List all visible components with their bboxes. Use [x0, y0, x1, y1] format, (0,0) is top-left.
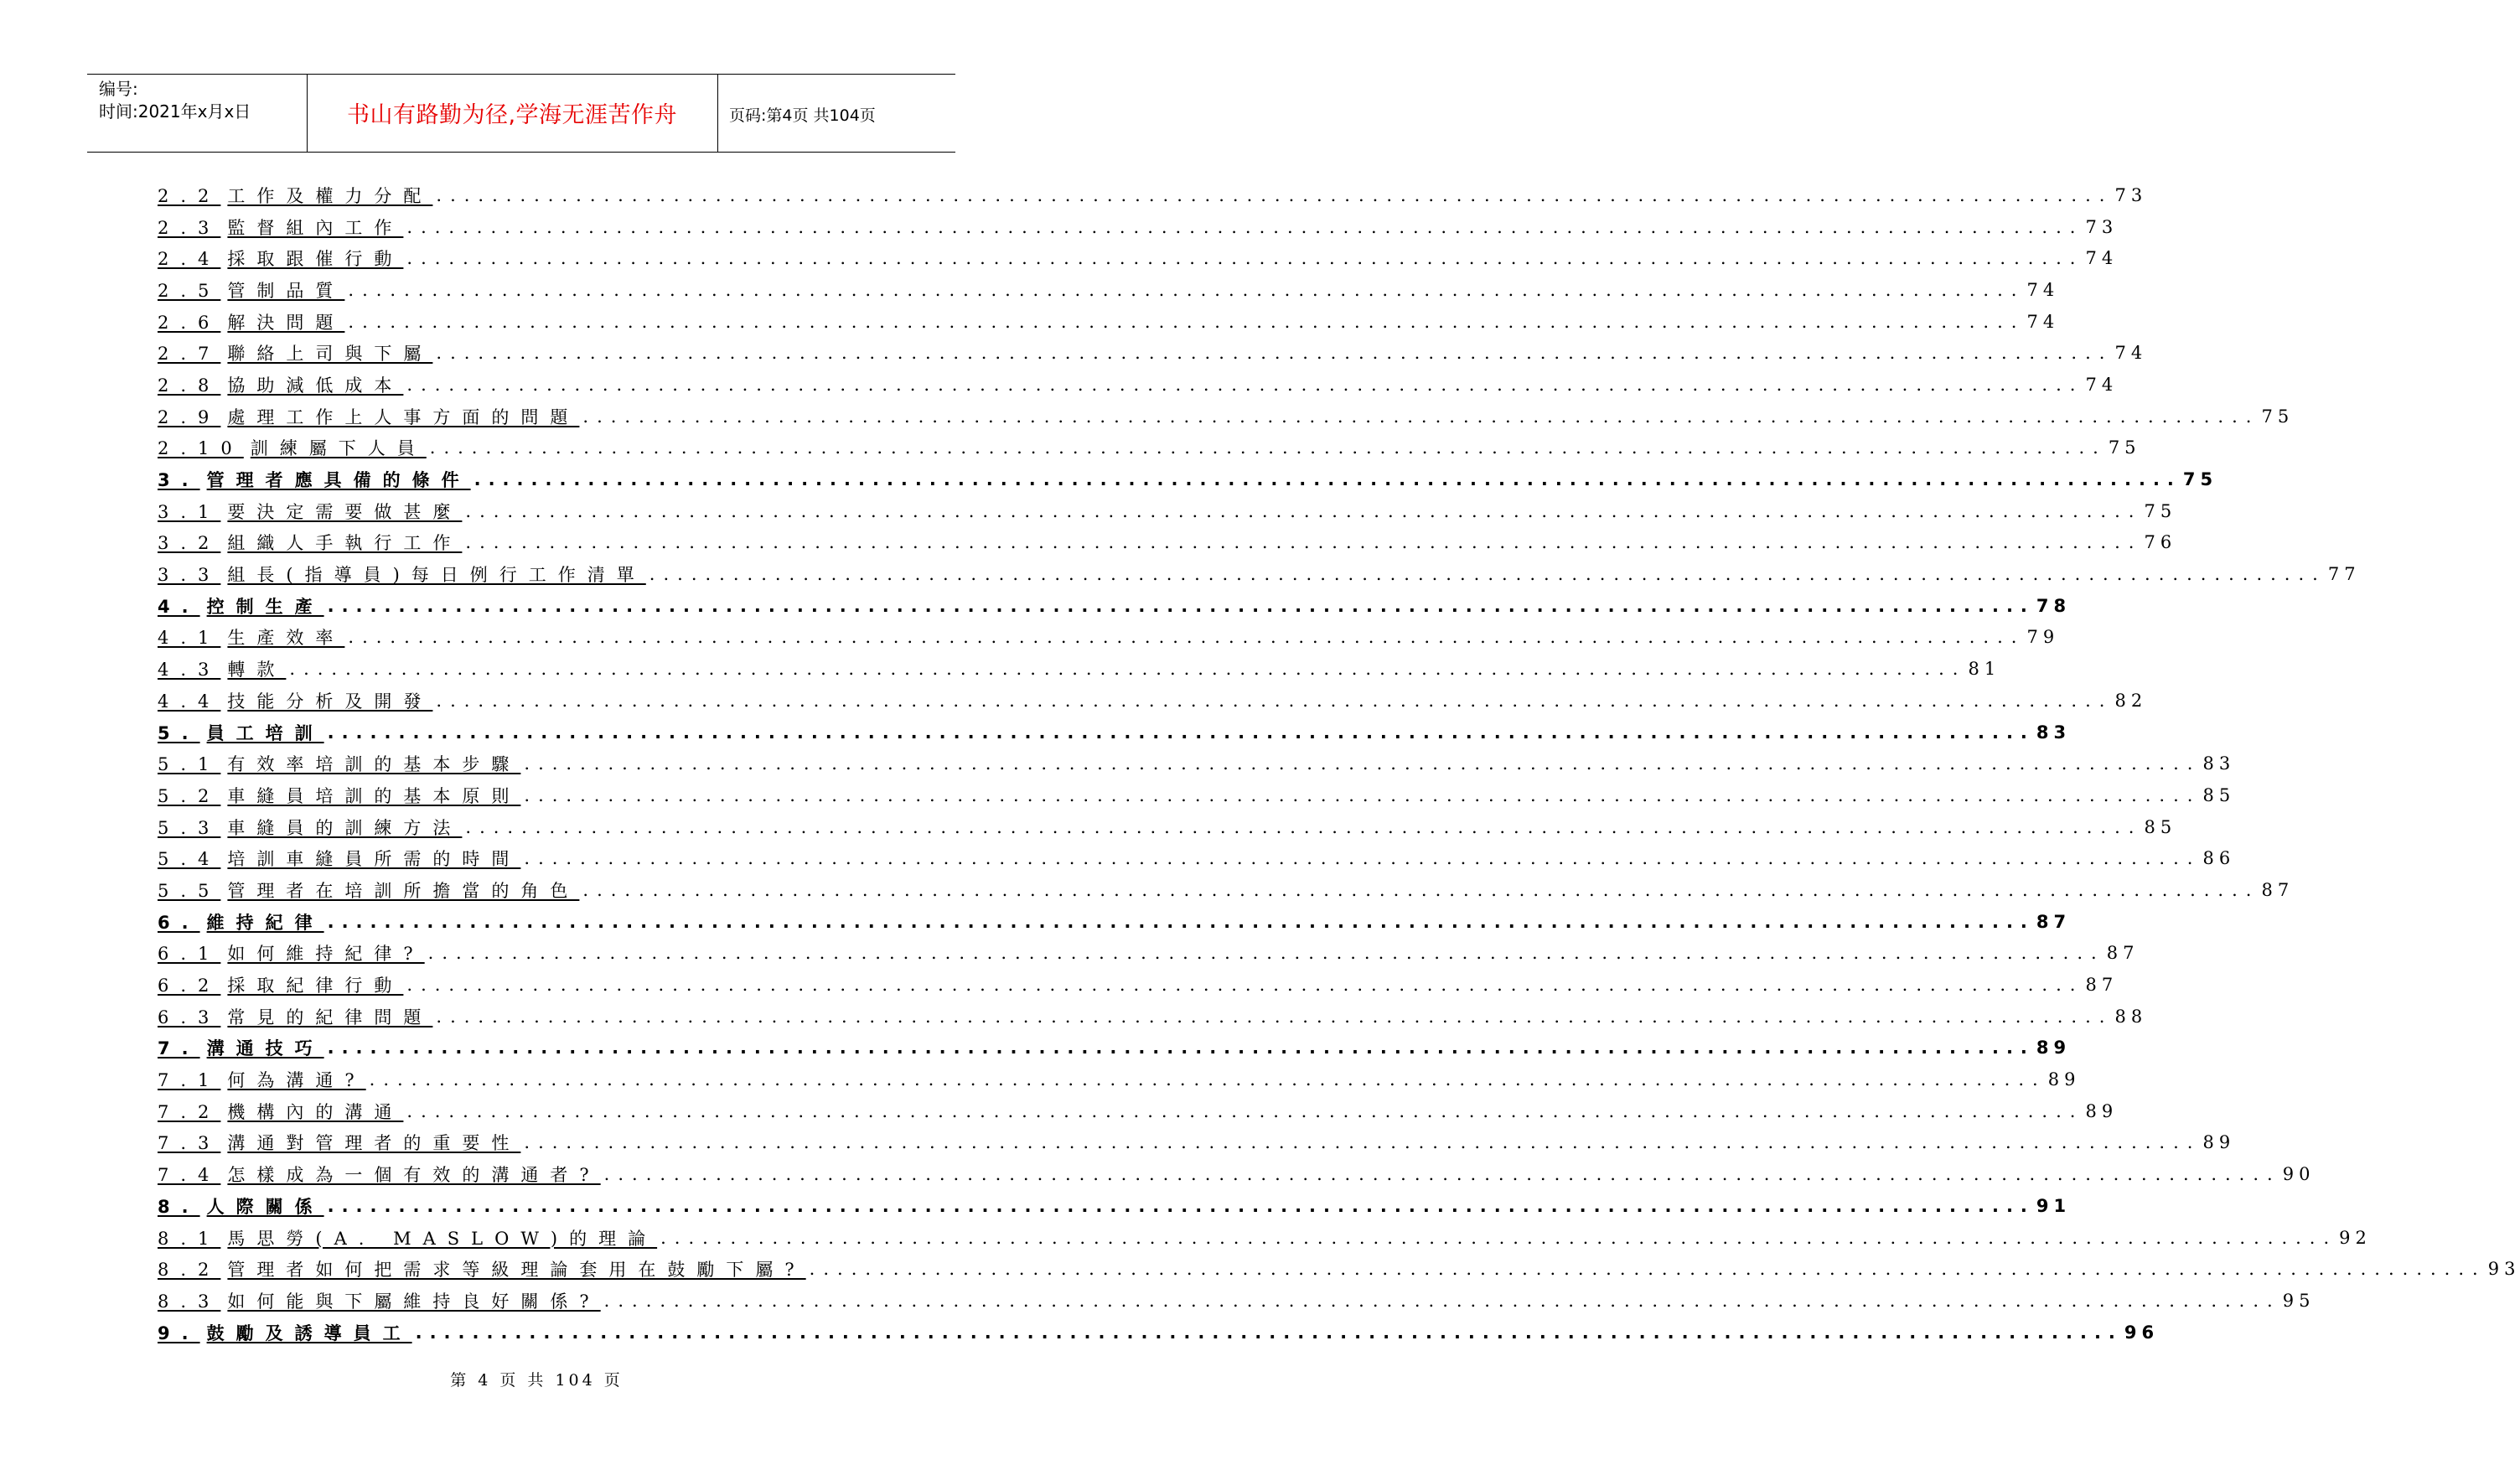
toc-entry-number: 8.2: [158, 1260, 221, 1281]
toc-dot-leader: ........................................................................................................................: [582, 879, 2260, 900]
toc-entry-page: 74: [2085, 374, 2119, 395]
toc-entry-number: 4.4: [158, 691, 221, 712]
toc-entry-number: 2.9: [158, 406, 221, 427]
toc-entry-title: 要決定需要做甚麼: [227, 501, 463, 522]
toc-entry-number: 9.: [158, 1322, 200, 1343]
toc-entry-page: 78: [2036, 595, 2072, 616]
toc-entry-number: 3.1: [158, 501, 221, 522]
toc-entry-title: 組織人手執行工作: [227, 533, 463, 554]
toc-dot-leader: ........................................................................................................................: [289, 659, 1967, 680]
toc-entry[interactable]: [158, 1127, 2236, 1159]
toc-entry-link[interactable]: [158, 1320, 412, 1345]
toc-entry-page: 89: [2047, 1069, 2081, 1090]
toc-section-entry[interactable]: [158, 590, 2072, 622]
toc-entry-title: 組長(指導員)每日例行工作清單: [227, 565, 646, 586]
toc-entry-number: 5.3: [158, 817, 221, 838]
toc-dot-leader: ........................................................................................................................: [406, 975, 2084, 996]
toc-dot-leader: ........................................................................................................................: [809, 1259, 2486, 1280]
toc-entry-page: 87: [2036, 911, 2072, 932]
toc-entry-number: 2.5: [158, 280, 221, 301]
toc-entry-link[interactable]: [158, 940, 425, 965]
toc-dot-leader: ........................................................................................................................: [436, 1006, 2114, 1027]
toc-dot-leader: ........................................................................................................................: [327, 1038, 2035, 1059]
toc-dot-leader: ........................................................................................................................: [524, 753, 2202, 774]
toc-entry-link[interactable]: [158, 1130, 520, 1155]
toc-entry-link[interactable]: [158, 720, 324, 745]
toc-section-entry[interactable]: [158, 906, 2072, 938]
toc-entry-number: 6.3: [158, 1007, 221, 1027]
toc-entry-page: 85: [2202, 784, 2236, 805]
code-label: 编号:: [99, 79, 138, 99]
toc-entry-link[interactable]: [158, 1035, 324, 1060]
toc-entry-number: 2.2: [158, 185, 221, 206]
toc-entry[interactable]: [158, 211, 2119, 243]
toc-entry-link[interactable]: [158, 372, 403, 397]
toc-entry-page: 87: [2085, 975, 2119, 996]
toc-entry-number: 2.6: [158, 312, 221, 333]
toc-entry-page: 74: [2085, 248, 2119, 269]
toc-entry[interactable]: [158, 842, 2236, 874]
toc-entry-link[interactable]: [158, 751, 520, 776]
toc-entry[interactable]: [158, 938, 2140, 970]
toc-entry-link[interactable]: [158, 1067, 366, 1092]
toc-entry-page: 89: [2036, 1038, 2072, 1059]
toc-entry-title: 聯絡上司與下屬: [227, 344, 433, 365]
toc-entry-page: 77: [2327, 564, 2361, 585]
toc-entry-title: 何為溝通?: [227, 1070, 366, 1091]
toc-entry-page: 73: [2085, 216, 2119, 237]
toc-entry-number: 3.: [158, 470, 200, 491]
toc-section-entry[interactable]: [158, 1190, 2072, 1222]
toc-entry-number: 4.3: [158, 660, 221, 681]
toc-entry-number: 5.: [158, 722, 200, 743]
toc-entry-number: 2.4: [158, 249, 221, 270]
time-label: 时间:2021年x月x日: [99, 101, 251, 122]
toc-entry-page: 82: [2114, 690, 2148, 711]
toc-entry-number: 2.7: [158, 344, 221, 365]
toc-entry-number: 6.: [158, 912, 200, 933]
toc-entry-title: 監督組內工作: [227, 217, 404, 238]
toc-entry-link[interactable]: [158, 499, 462, 524]
toc-entry-link[interactable]: [158, 435, 427, 460]
toc-entry-number: 6.2: [158, 976, 221, 996]
toc-dot-leader: ........................................................................................................................: [429, 437, 2107, 458]
toc-entry-page: 85: [2144, 816, 2177, 837]
toc-entry-title: 管理者如何把需求等級理論套用在鼓勵下屬?: [227, 1260, 806, 1281]
toc-entry-link[interactable]: [158, 1099, 403, 1124]
toc-entry-number: 3.3: [158, 565, 221, 586]
toc-entry-title: 處理工作上人事方面的問題: [227, 406, 580, 427]
toc-entry-number: 7.3: [158, 1133, 221, 1154]
toc-dot-leader: ........................................................................................................................: [348, 279, 2026, 300]
toc-entry-number: 5.5: [158, 880, 221, 901]
toc-entry[interactable]: [158, 1222, 2372, 1254]
toc-entry-link[interactable]: [158, 972, 403, 997]
toc-entry-page: 73: [2114, 184, 2148, 205]
toc-dot-leader: ........................................................................................................................: [582, 406, 2260, 427]
header-page-label: 页码:第4页 共104页: [729, 106, 876, 125]
toc-entry-title: 採取紀律行動: [227, 976, 404, 996]
toc-dot-leader: ........................................................................................................................: [524, 784, 2202, 805]
toc-entry-page: 75: [2261, 406, 2295, 427]
toc-entry[interactable]: [158, 274, 2060, 306]
toc-entry-link[interactable]: [158, 1288, 601, 1313]
toc-dot-leader: ........................................................................................................................: [327, 722, 2035, 743]
toc-entry-number: 5.4: [158, 849, 221, 870]
toc-entry-number: 6.1: [158, 944, 221, 965]
toc-entry[interactable]: [158, 685, 2148, 717]
toc-entry-link[interactable]: [158, 688, 432, 713]
toc-entry-page: 87: [2261, 879, 2295, 900]
toc-entry[interactable]: [158, 1064, 2081, 1095]
toc-entry-link[interactable]: [158, 909, 324, 934]
toc-entry-title: 鼓勵及誘導員工: [206, 1322, 412, 1343]
toc-entry-page: 74: [2114, 343, 2148, 364]
toc-dot-leader: ........................................................................................................................: [348, 311, 2026, 332]
toc-entry-title: 員工培訓: [206, 722, 324, 743]
header-meta: [99, 78, 251, 123]
toc-entry-title: 有效率培訓的基本步驟: [227, 754, 521, 775]
toc-entry[interactable]: [158, 622, 2060, 654]
toc-entry-number: 5.2: [158, 785, 221, 806]
toc-entry-title: 控制生產: [206, 596, 324, 617]
toc-entry-link[interactable]: [158, 1004, 432, 1029]
toc-entry[interactable]: [158, 1095, 2119, 1127]
toc-entry[interactable]: [158, 495, 2177, 527]
toc-entry-number: 7.1: [158, 1070, 221, 1091]
toc-entry-page: 92: [2339, 1227, 2372, 1248]
toc-entry-link[interactable]: [158, 1256, 806, 1281]
toc-entry-number: 8.1: [158, 1228, 221, 1249]
toc-entry-link[interactable]: [158, 1225, 657, 1250]
toc-entry-title: 如何能與下屬維持良好關係?: [227, 1291, 601, 1312]
toc-dot-leader: ........................................................................................................................: [406, 374, 2084, 395]
toc-entry-number: 2.3: [158, 217, 221, 238]
toc-entry-number: 7.: [158, 1038, 200, 1059]
toc-entry-title: 工作及權力分配: [227, 185, 433, 206]
toc-entry[interactable]: [158, 242, 2119, 274]
toc-entry-number: 4.1: [158, 628, 221, 649]
toc-entry-link[interactable]: [158, 309, 344, 334]
toc-entry-title: 轉款: [227, 660, 287, 681]
toc-entry-link[interactable]: [158, 530, 462, 555]
toc-entry-title: 溝通技巧: [206, 1038, 324, 1059]
toc-entry-page: 75: [2144, 500, 2177, 521]
toc-entry-title: 協助減低成本: [227, 375, 404, 396]
toc-entry[interactable]: [158, 527, 2177, 559]
header-divider: [307, 75, 308, 152]
toc-dot-leader: ........................................................................................................................: [603, 1290, 2281, 1311]
toc-entry-page: 89: [2202, 1132, 2236, 1153]
toc-entry-page: 86: [2202, 848, 2236, 869]
toc-entry-link[interactable]: [158, 246, 403, 271]
toc-entry[interactable]: [158, 1158, 2316, 1190]
toc-entry-title: 維持紀律: [206, 912, 324, 933]
toc-entry[interactable]: [158, 1285, 2316, 1317]
toc-entry[interactable]: [158, 337, 2148, 369]
toc-entry-link[interactable]: [158, 815, 462, 840]
toc-section-entry[interactable]: [158, 463, 2218, 495]
toc-entry-page: 76: [2144, 532, 2177, 553]
toc-entry-number: 2.10: [158, 438, 244, 459]
toc-entry-link[interactable]: [158, 783, 520, 808]
toc-entry[interactable]: [158, 748, 2236, 779]
toc-dot-leader: ........................................................................................................................: [436, 343, 2114, 364]
toc-entry-link[interactable]: [158, 1162, 601, 1187]
toc-entry-title: 溝通對管理者的重要性: [227, 1133, 521, 1154]
toc-entry-page: 90: [2282, 1164, 2316, 1185]
toc-entry[interactable]: [158, 179, 2148, 211]
table-of-contents: [158, 179, 2520, 1348]
toc-entry[interactable]: [158, 1253, 2520, 1285]
toc-entry-title: 如何維持紀律?: [227, 944, 425, 965]
toc-entry-link[interactable]: [158, 846, 520, 871]
toc-entry-page: 75: [2182, 469, 2218, 490]
toc-entry-link[interactable]: [158, 1193, 324, 1219]
toc-entry-number: 7.2: [158, 1101, 221, 1122]
toc-entry[interactable]: [158, 779, 2236, 811]
toc-entry-number: 7.4: [158, 1165, 221, 1186]
toc-dot-leader: ........................................................................................................................: [406, 1100, 2084, 1121]
toc-dot-leader: ........................................................................................................................: [427, 943, 2105, 964]
toc-entry-link[interactable]: [158, 467, 471, 492]
toc-section-entry[interactable]: [158, 1317, 2160, 1348]
toc-entry-page: 74: [2026, 311, 2060, 332]
toc-entry-page: 88: [2114, 1006, 2148, 1027]
toc-entry-link[interactable]: [158, 877, 579, 903]
toc-entry[interactable]: [158, 811, 2177, 843]
toc-entry-number: 3.2: [158, 533, 221, 554]
toc-entry-link[interactable]: [158, 562, 646, 587]
toc-entry-title: 培訓車縫員所需的時間: [227, 849, 521, 870]
toc-dot-leader: ........................................................................................................................: [465, 500, 2143, 521]
toc-entry-link[interactable]: [158, 215, 403, 240]
toc-dot-leader: ........................................................................................................................: [406, 216, 2084, 237]
toc-dot-leader: ........................................................................................................................: [465, 816, 2143, 837]
toc-entry-title: 車縫員培訓的基本原則: [227, 785, 521, 806]
toc-entry-link[interactable]: [158, 404, 579, 429]
page-footer: 第 4 页 共 104 页: [450, 1371, 624, 1390]
toc-entry-title: 管理者應具備的條件: [206, 470, 471, 491]
toc-entry-page: 96: [2124, 1322, 2160, 1343]
toc-dot-leader: ........................................................................................................................: [649, 564, 2326, 585]
toc-entry-number: 5.1: [158, 754, 221, 775]
toc-entry-title: 人際關係: [206, 1196, 324, 1217]
toc-entry-number: 2.8: [158, 375, 221, 396]
toc-entry-link[interactable]: [158, 277, 344, 303]
toc-entry-page: 79: [2026, 627, 2060, 648]
toc-dot-leader: ........................................................................................................................: [348, 627, 2026, 648]
toc-dot-leader: ........................................................................................................................: [524, 848, 2202, 869]
toc-entry[interactable]: [158, 306, 2060, 338]
toc-entry[interactable]: [158, 558, 2361, 590]
toc-dot-leader: ........................................................................................................................: [465, 532, 2143, 553]
toc-entry-page: 81: [1968, 659, 2001, 680]
toc-entry-page: 89: [2085, 1100, 2119, 1121]
toc-entry-title: 生產效率: [227, 628, 345, 649]
toc-entry-page: 87: [2106, 943, 2140, 964]
toc-dot-leader: ........................................................................................................................: [327, 911, 2035, 932]
toc-entry-title: 解決問題: [227, 312, 345, 333]
toc-entry-link[interactable]: [158, 593, 324, 619]
toc-entry[interactable]: [158, 1001, 2148, 1033]
toc-entry-number: 8.: [158, 1196, 200, 1217]
toc-entry[interactable]: [158, 874, 2295, 906]
toc-entry-page: 95: [2282, 1290, 2316, 1311]
page-header: [87, 74, 955, 153]
toc-entry-title: 技能分析及開發: [227, 691, 433, 712]
toc-dot-leader: ........................................................................................................................: [473, 469, 2181, 490]
toc-section-entry[interactable]: [158, 717, 2072, 748]
toc-entry-title: 怎樣成為一個有效的溝通者?: [227, 1165, 601, 1186]
toc-entry-page: 74: [2026, 279, 2060, 300]
toc-section-entry[interactable]: [158, 1033, 2072, 1064]
toc-entry-title: 管制品質: [227, 280, 345, 301]
toc-dot-leader: ........................................................................................................................: [436, 184, 2114, 205]
toc-entry[interactable]: [158, 401, 2295, 432]
toc-entry-link[interactable]: [158, 656, 286, 681]
toc-entry-page: 93: [2487, 1259, 2520, 1280]
toc-dot-leader: ........................................................................................................................: [327, 1195, 2035, 1216]
toc-entry-link[interactable]: [158, 340, 432, 365]
header-motto: 书山有路勤为径,学海无涯苦作舟: [346, 102, 678, 128]
toc-entry[interactable]: [158, 369, 2119, 401]
toc-dot-leader: ........................................................................................................................: [406, 248, 2084, 269]
toc-entry[interactable]: [158, 969, 2119, 1001]
toc-entry-title: 機構內的溝通: [227, 1101, 404, 1122]
toc-dot-leader: ........................................................................................................................: [603, 1164, 2281, 1185]
toc-dot-leader: ........................................................................................................................: [660, 1227, 2338, 1248]
toc-dot-leader: ........................................................................................................................: [524, 1132, 2202, 1153]
toc-entry-title: 常見的紀律問題: [227, 1007, 433, 1027]
toc-entry-number: 8.3: [158, 1291, 221, 1312]
toc-entry-page: 83: [2036, 722, 2072, 743]
toc-entry-title: 訓練屬下人員: [250, 438, 427, 459]
toc-entry-page: 83: [2202, 753, 2236, 774]
toc-entry-link[interactable]: [158, 624, 344, 650]
toc-dot-leader: ........................................................................................................................: [369, 1069, 2047, 1090]
toc-dot-leader: ........................................................................................................................: [415, 1322, 2123, 1343]
header-divider: [717, 75, 718, 152]
toc-entry-link[interactable]: [158, 183, 432, 208]
toc-entry-title: 車縫員的訓練方法: [227, 817, 463, 838]
toc-entry-title: 管理者在培訓所擔當的角色: [227, 880, 580, 901]
toc-entry-page: 91: [2036, 1195, 2072, 1216]
toc-entry-title: 採取跟催行動: [227, 249, 404, 270]
toc-entry[interactable]: [158, 432, 2141, 464]
toc-entry[interactable]: [158, 653, 2001, 685]
toc-entry-number: 4.: [158, 596, 200, 617]
toc-dot-leader: ........................................................................................................................: [327, 595, 2035, 616]
toc-dot-leader: ........................................................................................................................: [436, 690, 2114, 711]
toc-entry-title: 馬思勞(A. MASLOW)的理論: [227, 1228, 658, 1249]
toc-entry-page: 75: [2108, 437, 2141, 458]
